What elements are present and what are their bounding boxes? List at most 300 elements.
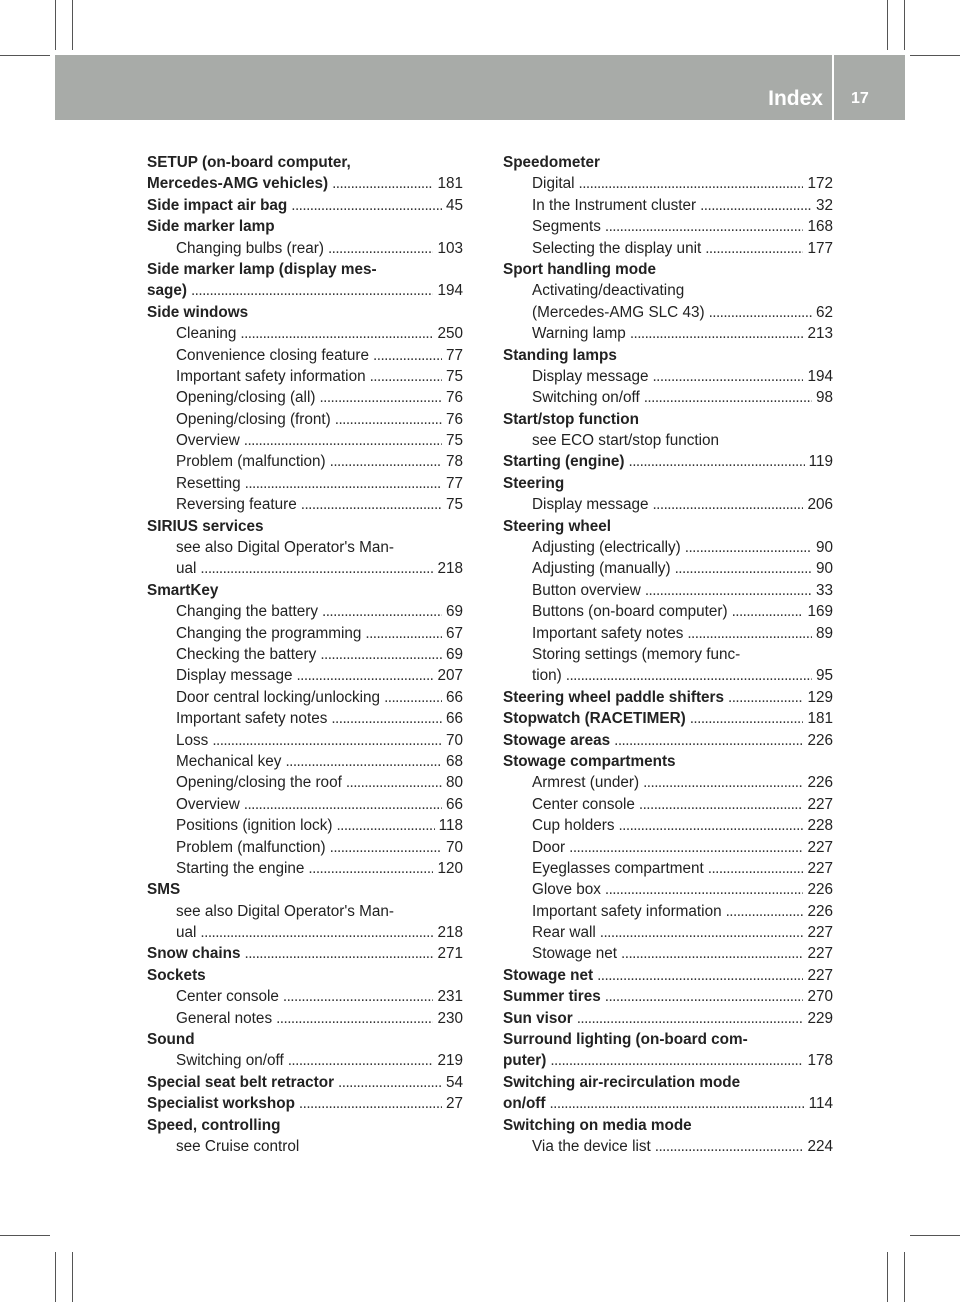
index-subentry bbox=[147, 751, 463, 772]
entry-page[interactable]: 227 bbox=[807, 924, 833, 942]
dot-leader bbox=[652, 366, 803, 387]
index-subentry bbox=[147, 794, 463, 815]
entry-page[interactable]: 227 bbox=[807, 945, 833, 963]
entry-text: see ECO start/stop function bbox=[532, 432, 720, 450]
index-subentry bbox=[503, 815, 833, 836]
entry-text: In the Instrument cluster bbox=[532, 196, 697, 214]
dot-leader bbox=[335, 409, 442, 430]
entry-page[interactable]: 129 bbox=[807, 688, 833, 706]
entry-page[interactable]: 194 bbox=[437, 282, 463, 300]
entry-page[interactable]: 114 bbox=[808, 1095, 833, 1113]
index-entry bbox=[503, 1008, 833, 1029]
entry-text: Speed, controlling bbox=[147, 1116, 281, 1134]
dot-leader bbox=[645, 580, 812, 601]
entry-text: Segments bbox=[532, 218, 601, 236]
dot-leader bbox=[577, 1008, 804, 1029]
entry-page[interactable]: 213 bbox=[807, 325, 833, 343]
entry-page[interactable]: 224 bbox=[807, 1137, 833, 1155]
index-entry bbox=[147, 173, 463, 194]
dot-leader bbox=[384, 687, 442, 708]
dot-leader bbox=[687, 623, 812, 644]
index-subentry bbox=[147, 986, 463, 1007]
entry-text: Starting (engine) bbox=[503, 453, 625, 471]
entry-text: Side windows bbox=[147, 303, 249, 321]
index-subentry bbox=[147, 1050, 463, 1071]
entry-page[interactable]: 32 bbox=[815, 196, 833, 214]
entry-text: Sun visor bbox=[503, 1009, 573, 1027]
index-subentry bbox=[147, 473, 463, 494]
entry-page[interactable]: 103 bbox=[437, 239, 463, 257]
index-entry bbox=[147, 216, 463, 237]
entry-text: SMS bbox=[147, 881, 181, 899]
index-subentry bbox=[503, 772, 833, 793]
index-subentry bbox=[147, 1008, 463, 1029]
entry-page[interactable]: 226 bbox=[807, 731, 833, 749]
entry-page[interactable]: 271 bbox=[437, 945, 463, 963]
dot-leader bbox=[605, 879, 804, 900]
entry-page[interactable]: 67 bbox=[445, 624, 463, 642]
entry-text: see Cruise control bbox=[176, 1137, 300, 1155]
entry-text: Side impact air bag bbox=[147, 196, 288, 214]
entry-text: Important safety notes bbox=[532, 624, 684, 642]
entry-text: Side marker lamp (display mes- bbox=[147, 260, 377, 278]
entry-text: puter) bbox=[503, 1052, 547, 1070]
entry-text: Button overview bbox=[532, 581, 641, 599]
index-subentry bbox=[503, 323, 833, 344]
entry-page[interactable]: 70 bbox=[445, 731, 463, 749]
entry-page[interactable]: 69 bbox=[445, 603, 463, 621]
entry-text: Adjusting (manually) bbox=[532, 560, 671, 578]
entry-page[interactable]: 27 bbox=[445, 1095, 463, 1113]
entry-page[interactable]: 69 bbox=[445, 645, 463, 663]
entry-text: Door central locking/unlocking bbox=[176, 688, 381, 706]
dot-leader bbox=[296, 665, 433, 686]
entry-text: Stowage compartments bbox=[503, 752, 676, 770]
entry-page[interactable]: 33 bbox=[815, 581, 833, 599]
entry-text: Cleaning bbox=[176, 325, 237, 343]
index-entry bbox=[147, 259, 463, 280]
entry-page[interactable]: 227 bbox=[807, 966, 833, 984]
index-subentry bbox=[503, 644, 833, 665]
entry-page[interactable]: 98 bbox=[815, 389, 833, 407]
index-subentry bbox=[147, 772, 463, 793]
entry-page[interactable]: 68 bbox=[445, 752, 463, 770]
dot-leader bbox=[331, 708, 442, 729]
entry-text: Display message bbox=[176, 667, 293, 685]
index-subentry bbox=[147, 858, 463, 879]
index-entry bbox=[147, 152, 463, 173]
entry-page[interactable]: 231 bbox=[437, 988, 463, 1006]
index-subentry bbox=[503, 879, 833, 900]
entry-text: Special seat belt retractor bbox=[147, 1073, 335, 1091]
section-title: Index bbox=[768, 87, 823, 110]
index-entry bbox=[503, 730, 833, 751]
crop-mark bbox=[0, 55, 50, 56]
index-subentry bbox=[147, 451, 463, 472]
crop-mark bbox=[72, 1252, 73, 1302]
index-subentry bbox=[147, 430, 463, 451]
index-subentry bbox=[147, 345, 463, 366]
index-subentry bbox=[503, 302, 833, 323]
entry-page[interactable]: 70 bbox=[445, 838, 463, 856]
entry-page[interactable]: 206 bbox=[807, 496, 833, 514]
index-subentry bbox=[503, 601, 833, 622]
entry-text: Starting the engine bbox=[176, 859, 305, 877]
dot-leader bbox=[200, 922, 433, 943]
index-subentry bbox=[147, 238, 463, 259]
entry-page[interactable]: 45 bbox=[445, 196, 463, 214]
dot-leader bbox=[705, 238, 803, 259]
index-subentry bbox=[503, 623, 833, 644]
dot-leader bbox=[301, 494, 442, 515]
entry-text: Display message bbox=[532, 367, 649, 385]
entry-page[interactable]: 226 bbox=[807, 774, 833, 792]
entry-page[interactable]: 54 bbox=[445, 1073, 463, 1091]
index-entry bbox=[503, 965, 833, 986]
entry-text: Sockets bbox=[147, 966, 206, 984]
dot-leader bbox=[245, 943, 434, 964]
entry-text: General notes bbox=[176, 1009, 273, 1027]
entry-text: Loss bbox=[176, 731, 209, 749]
entry-page[interactable]: 119 bbox=[808, 453, 833, 471]
entry-text: Selecting the display unit bbox=[532, 239, 702, 257]
index-entry bbox=[147, 965, 463, 986]
entry-text: Warning lamp bbox=[532, 325, 626, 343]
entry-page[interactable]: 218 bbox=[437, 924, 463, 942]
entry-text: Center console bbox=[532, 795, 635, 813]
entry-page[interactable]: 77 bbox=[445, 474, 463, 492]
index-entry bbox=[503, 345, 833, 366]
index-entry bbox=[503, 687, 833, 708]
dot-leader bbox=[700, 195, 812, 216]
entry-page[interactable]: 250 bbox=[437, 325, 463, 343]
entry-text: Snow chains bbox=[147, 945, 241, 963]
entry-text: Problem (malfunction) bbox=[176, 838, 326, 856]
index-entry bbox=[503, 1115, 833, 1136]
crop-mark bbox=[910, 55, 960, 56]
entry-text: on/off bbox=[503, 1095, 546, 1113]
entry-text: sage) bbox=[147, 282, 187, 300]
dot-leader bbox=[579, 173, 804, 194]
dot-leader bbox=[550, 1050, 803, 1071]
dot-leader bbox=[569, 837, 803, 858]
entry-text: Opening/closing the roof bbox=[176, 774, 342, 792]
entry-text: Start/stop function bbox=[503, 410, 639, 428]
index-subentry bbox=[503, 922, 833, 943]
dot-leader bbox=[630, 323, 804, 344]
index-subentry bbox=[147, 922, 463, 943]
entry-page[interactable]: 66 bbox=[445, 710, 463, 728]
entry-page[interactable]: 229 bbox=[807, 1009, 833, 1027]
index-subentry bbox=[147, 387, 463, 408]
index-subentry bbox=[147, 837, 463, 858]
index-entry bbox=[503, 259, 833, 280]
dot-leader bbox=[244, 430, 442, 451]
index-subentry bbox=[503, 173, 833, 194]
index-subentry bbox=[147, 537, 463, 558]
dot-leader bbox=[308, 858, 433, 879]
entry-page[interactable]: 120 bbox=[437, 859, 463, 877]
dot-leader bbox=[346, 772, 442, 793]
entry-page[interactable]: 95 bbox=[815, 667, 833, 685]
index-subentry bbox=[147, 366, 463, 387]
index-entry bbox=[503, 152, 833, 173]
entry-page[interactable]: 226 bbox=[807, 881, 833, 899]
dot-leader bbox=[621, 943, 803, 964]
dot-leader bbox=[675, 558, 812, 579]
dot-leader bbox=[338, 1072, 442, 1093]
dot-leader bbox=[566, 665, 812, 686]
entry-text: Display message bbox=[532, 496, 649, 514]
entry-page[interactable]: 228 bbox=[807, 817, 833, 835]
dot-leader bbox=[288, 1050, 434, 1071]
crop-mark bbox=[904, 1252, 905, 1302]
index-subentry bbox=[147, 815, 463, 836]
entry-text: Storing settings (memory func- bbox=[532, 645, 741, 663]
entry-text: Rear wall bbox=[532, 924, 596, 942]
dot-leader bbox=[191, 280, 434, 301]
dot-leader bbox=[240, 323, 433, 344]
entry-text: Overview bbox=[176, 432, 240, 450]
dot-leader bbox=[708, 858, 804, 879]
entry-page[interactable]: 169 bbox=[807, 603, 833, 621]
entry-text: Steering wheel paddle shifters bbox=[503, 688, 725, 706]
index-entry bbox=[147, 280, 463, 301]
entry-text: Changing the programming bbox=[176, 624, 362, 642]
dot-leader bbox=[643, 772, 803, 793]
entry-page[interactable]: 66 bbox=[445, 795, 463, 813]
entry-page[interactable]: 177 bbox=[807, 239, 833, 257]
dot-leader bbox=[336, 815, 434, 836]
entry-text: Cup holders bbox=[532, 817, 615, 835]
entry-text: Overview bbox=[176, 795, 240, 813]
dot-leader bbox=[276, 1008, 433, 1029]
entry-text: Important safety information bbox=[532, 902, 722, 920]
entry-text: Convenience closing feature bbox=[176, 346, 370, 364]
entry-page[interactable]: 194 bbox=[807, 367, 833, 385]
entry-text: Buttons (on-board computer) bbox=[532, 603, 728, 621]
dot-leader bbox=[212, 730, 442, 751]
index-subentry bbox=[503, 665, 833, 686]
entry-text: Changing bulbs (rear) bbox=[176, 239, 324, 257]
entry-text: SmartKey bbox=[147, 581, 219, 599]
entry-text: Surround lighting (on-board com- bbox=[503, 1031, 748, 1049]
entry-page[interactable]: 76 bbox=[445, 389, 463, 407]
entry-text: Summer tires bbox=[503, 988, 601, 1006]
entry-page[interactable]: 90 bbox=[815, 539, 833, 557]
crop-mark bbox=[887, 0, 888, 50]
index-column-left bbox=[147, 152, 463, 1157]
index-subentry bbox=[503, 430, 833, 451]
crop-mark bbox=[0, 1235, 50, 1236]
entry-text: Switching on/off bbox=[176, 1052, 284, 1070]
entry-page[interactable]: 80 bbox=[445, 774, 463, 792]
entry-text: Glove box bbox=[532, 881, 601, 899]
entry-page[interactable]: 230 bbox=[437, 1009, 463, 1027]
entry-page[interactable]: 227 bbox=[807, 795, 833, 813]
entry-text: Stowage net bbox=[503, 966, 594, 984]
crop-mark bbox=[910, 1235, 960, 1236]
index-entry bbox=[147, 879, 463, 900]
index-subentry bbox=[147, 409, 463, 430]
index-subentry bbox=[503, 1136, 833, 1157]
entry-page[interactable]: 118 bbox=[438, 817, 463, 835]
entry-text: Switching air-recirculation mode bbox=[503, 1073, 741, 1091]
entry-text: Mechanical key bbox=[176, 752, 282, 770]
dot-leader bbox=[285, 751, 442, 772]
dot-leader bbox=[283, 986, 434, 1007]
entry-page[interactable]: 168 bbox=[807, 218, 833, 236]
entry-text: Resetting bbox=[176, 474, 241, 492]
index-subentry bbox=[147, 1136, 463, 1157]
dot-leader bbox=[330, 451, 442, 472]
entry-page[interactable]: 77 bbox=[445, 346, 463, 364]
index-entry bbox=[503, 516, 833, 537]
index-entry bbox=[147, 1115, 463, 1136]
dot-leader bbox=[291, 195, 442, 216]
dot-leader bbox=[328, 238, 434, 259]
entry-page[interactable]: 172 bbox=[807, 175, 833, 193]
entry-page[interactable]: 227 bbox=[807, 838, 833, 856]
dot-leader bbox=[652, 494, 803, 515]
crop-mark bbox=[55, 0, 56, 50]
entry-text: Digital bbox=[532, 175, 575, 193]
entry-text: Opening/closing (front) bbox=[176, 410, 331, 428]
entry-text: Mercedes-AMG vehicles) bbox=[147, 175, 329, 193]
entry-text: Reversing feature bbox=[176, 496, 297, 514]
index-entry bbox=[503, 1050, 833, 1071]
entry-text: Sport handling mode bbox=[503, 260, 656, 278]
index-subentry bbox=[503, 537, 833, 558]
dot-leader bbox=[728, 687, 803, 708]
dot-leader bbox=[639, 794, 804, 815]
entry-text: tion) bbox=[532, 667, 562, 685]
entry-page[interactable]: 218 bbox=[437, 560, 463, 578]
page-number: 17 bbox=[851, 90, 869, 107]
index-entry bbox=[147, 1093, 463, 1114]
dot-leader bbox=[365, 623, 442, 644]
dot-leader bbox=[373, 345, 442, 366]
index-column-right bbox=[503, 152, 833, 1157]
entry-text: Important safety information bbox=[176, 367, 366, 385]
dot-leader bbox=[629, 451, 805, 472]
entry-text: SETUP (on-board computer, bbox=[147, 154, 351, 171]
index-subentry bbox=[147, 558, 463, 579]
dot-leader bbox=[614, 730, 803, 751]
entry-page[interactable]: 90 bbox=[815, 560, 833, 578]
entry-page[interactable]: 207 bbox=[437, 667, 463, 685]
index-entry bbox=[147, 302, 463, 323]
dot-leader bbox=[605, 216, 804, 237]
index-subentry bbox=[147, 708, 463, 729]
entry-text: see also Digital Operator's Man- bbox=[176, 902, 395, 920]
dot-leader bbox=[549, 1093, 804, 1114]
index-subentry bbox=[503, 558, 833, 579]
entry-text: Standing lamps bbox=[503, 346, 617, 364]
entry-page[interactable]: 270 bbox=[807, 988, 833, 1006]
entry-page[interactable]: 78 bbox=[445, 453, 463, 471]
entry-page[interactable]: 75 bbox=[445, 496, 463, 514]
dot-leader bbox=[644, 387, 812, 408]
entry-text: (Mercedes-AMG SLC 43) bbox=[532, 303, 705, 321]
dot-leader bbox=[245, 473, 442, 494]
index-subentry bbox=[147, 494, 463, 515]
index-subentry bbox=[503, 195, 833, 216]
index-subentry bbox=[503, 216, 833, 237]
entry-text: Switching on/off bbox=[532, 389, 640, 407]
entry-page[interactable]: 219 bbox=[437, 1052, 463, 1070]
entry-text: Sound bbox=[147, 1031, 195, 1049]
index-subentry bbox=[147, 623, 463, 644]
index-entry bbox=[503, 1093, 833, 1114]
index-subentry bbox=[503, 901, 833, 922]
entry-text: Speedometer bbox=[503, 154, 600, 171]
dot-leader bbox=[320, 644, 442, 665]
index-entry bbox=[503, 1029, 833, 1050]
entry-page[interactable]: 89 bbox=[815, 624, 833, 642]
crop-mark bbox=[55, 1252, 56, 1302]
dot-leader bbox=[732, 601, 804, 622]
entry-page[interactable]: 181 bbox=[437, 175, 463, 193]
entry-text: Stowage areas bbox=[503, 731, 611, 749]
entry-text: ual bbox=[176, 560, 197, 578]
entry-page[interactable]: 75 bbox=[445, 367, 463, 385]
dot-leader bbox=[370, 366, 442, 387]
index-entry bbox=[147, 1072, 463, 1093]
index-entry bbox=[503, 708, 833, 729]
crop-mark bbox=[72, 0, 73, 50]
entry-page[interactable]: 181 bbox=[807, 710, 833, 728]
index-subentry bbox=[503, 794, 833, 815]
entry-page[interactable]: 76 bbox=[445, 410, 463, 428]
entry-text: Door bbox=[532, 838, 566, 856]
index-entry bbox=[503, 986, 833, 1007]
entry-text: Positions (ignition lock) bbox=[176, 817, 333, 835]
entry-text: Activating/deactivating bbox=[532, 282, 685, 300]
index-entry bbox=[503, 473, 833, 494]
index-subentry bbox=[147, 687, 463, 708]
dot-leader bbox=[600, 922, 804, 943]
index-subentry bbox=[503, 238, 833, 259]
entry-page[interactable]: 66 bbox=[445, 688, 463, 706]
index-subentry bbox=[147, 901, 463, 922]
entry-page[interactable]: 227 bbox=[807, 859, 833, 877]
entry-page[interactable]: 178 bbox=[807, 1052, 833, 1070]
entry-page[interactable]: 75 bbox=[445, 432, 463, 450]
entry-text: Armrest (under) bbox=[532, 774, 640, 792]
entry-text: Checking the battery bbox=[176, 645, 317, 663]
index-subentry bbox=[147, 730, 463, 751]
dot-leader bbox=[244, 794, 442, 815]
entry-page[interactable]: 62 bbox=[815, 303, 833, 321]
crop-mark bbox=[887, 1252, 888, 1302]
dot-leader bbox=[330, 837, 442, 858]
index-entry bbox=[503, 1072, 833, 1093]
entry-page[interactable]: 226 bbox=[807, 902, 833, 920]
index-subentry bbox=[503, 580, 833, 601]
entry-text: Important safety notes bbox=[176, 710, 328, 728]
entry-text: SIRIUS services bbox=[147, 517, 264, 535]
index-subentry bbox=[503, 943, 833, 964]
index-entry bbox=[503, 751, 833, 772]
entry-text: ual bbox=[176, 924, 197, 942]
index-entry bbox=[147, 516, 463, 537]
dot-leader bbox=[685, 537, 812, 558]
index-subentry bbox=[503, 837, 833, 858]
dot-leader bbox=[726, 901, 804, 922]
entry-text: Center console bbox=[176, 988, 279, 1006]
dot-leader bbox=[322, 601, 442, 622]
